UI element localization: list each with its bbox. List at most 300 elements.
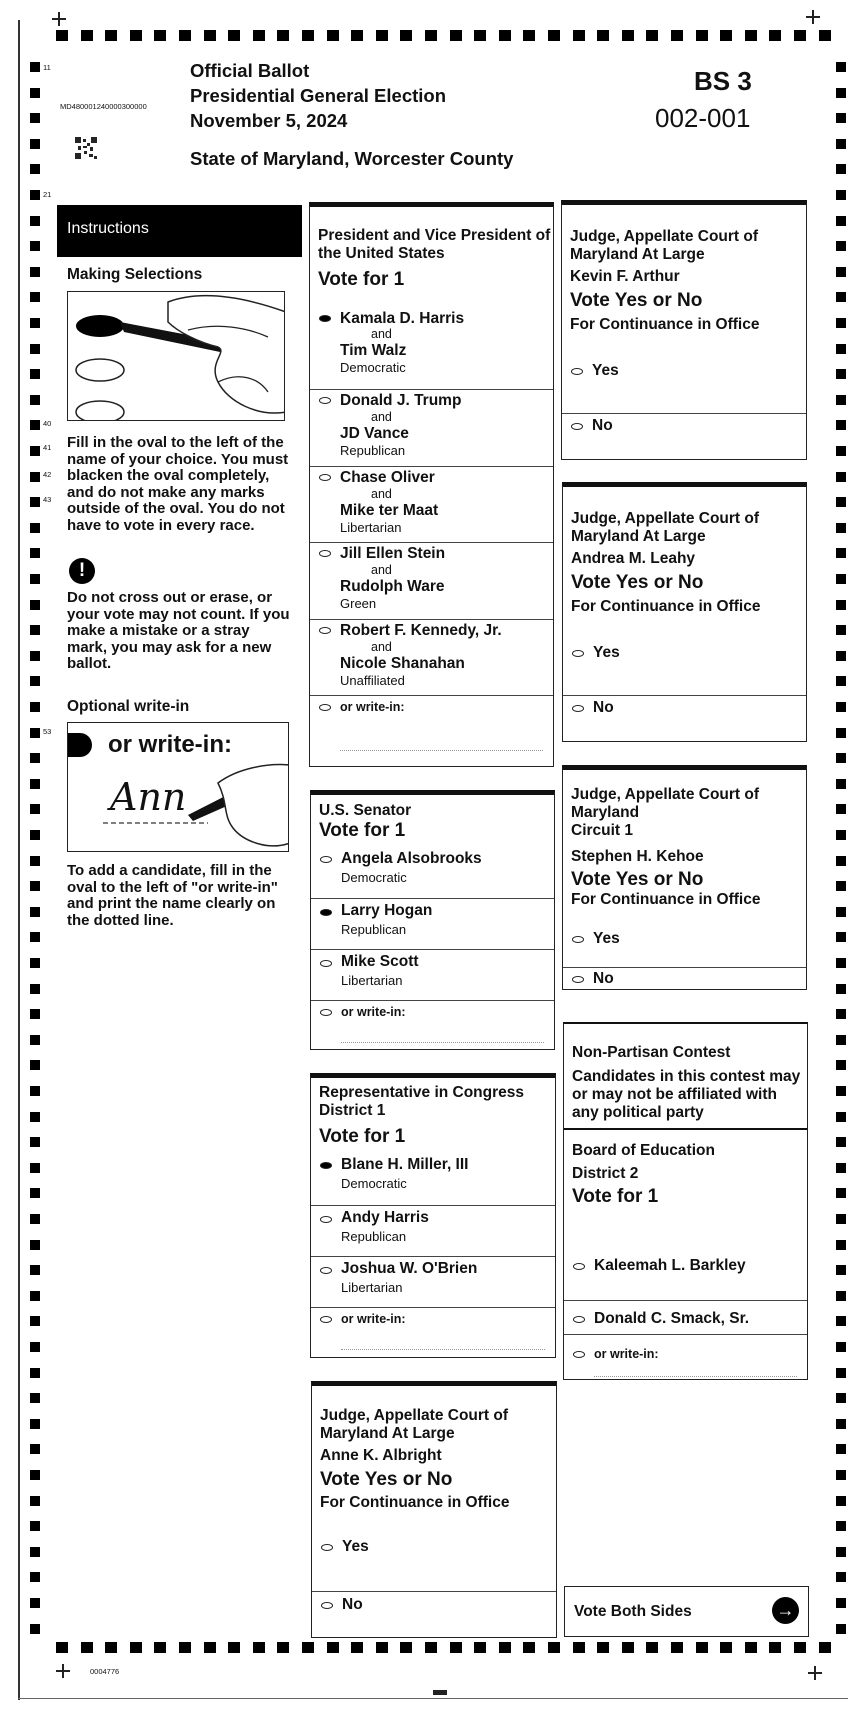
contest-title: Judge, Appellate Court of Maryland At Large — [570, 228, 759, 263]
ballot-style: BS 3 — [694, 66, 752, 96]
timing-mark — [228, 1642, 240, 1653]
timing-mark — [30, 523, 40, 533]
writein-row[interactable] — [311, 1000, 554, 1050]
timing-mark — [30, 292, 40, 302]
warning-instructions: Do not cross out or erase, or your vote may not count. If you make a mistake or a stray mark, you may ask for a new ballot. — [67, 589, 290, 672]
timing-mark — [30, 881, 40, 891]
side-number: 42 — [43, 470, 52, 479]
registration-mark-bottom-right — [808, 1666, 822, 1680]
timing-mark — [836, 1598, 846, 1608]
party-name: Libertarian — [341, 973, 403, 988]
timing-mark — [30, 1035, 40, 1045]
warning-icon: ! — [69, 558, 95, 584]
timing-mark — [30, 1214, 40, 1224]
timing-mark — [30, 1598, 40, 1608]
candidate-row[interactable] — [311, 898, 554, 950]
continuance-label: For Continuance in Office — [571, 598, 761, 615]
timing-mark — [696, 1642, 708, 1653]
no-row[interactable] — [562, 413, 806, 461]
timing-mark — [105, 1642, 117, 1653]
contest-congress — [310, 1073, 556, 1358]
selection-oval[interactable] — [321, 1544, 333, 1551]
timing-mark — [154, 30, 166, 41]
party-name: Unaffiliated — [340, 673, 405, 688]
party-name: Democratic — [341, 1176, 407, 1191]
timing-mark — [30, 1419, 40, 1429]
timing-mark — [30, 676, 40, 686]
timing-mark — [30, 1316, 40, 1326]
timing-mark — [720, 30, 732, 41]
yes-row[interactable] — [562, 336, 806, 414]
timing-mark — [30, 1521, 40, 1531]
contest-senator — [310, 790, 555, 1050]
timing-mark — [277, 30, 289, 41]
selection-oval[interactable] — [319, 474, 331, 481]
timing-mark — [56, 1642, 68, 1653]
timing-mark — [836, 651, 846, 661]
and-label: and — [371, 487, 392, 501]
timing-mark — [499, 1642, 511, 1653]
vote-yes-no: Vote Yes or No — [570, 290, 703, 311]
judge-name: Stephen H. Kehoe — [571, 848, 704, 865]
timing-mark — [548, 1642, 560, 1653]
timing-mark — [327, 1642, 339, 1653]
candidate-row[interactable] — [311, 1153, 555, 1206]
timing-mark — [30, 625, 40, 635]
timing-mark — [573, 30, 585, 41]
candidate-row[interactable] — [311, 1205, 555, 1257]
timing-mark — [30, 651, 40, 661]
timing-mark — [836, 1265, 846, 1275]
contest-school-board — [563, 1022, 808, 1380]
timing-mark — [474, 1642, 486, 1653]
no-label: No — [593, 970, 614, 987]
timing-mark — [30, 1291, 40, 1301]
yes-label: Yes — [593, 930, 620, 947]
selection-oval[interactable] — [572, 936, 584, 943]
selection-oval[interactable] — [572, 976, 584, 983]
timing-mark — [836, 1316, 846, 1326]
candidate-row[interactable] — [311, 847, 554, 899]
timing-mark — [30, 369, 40, 379]
writein-line[interactable] — [341, 1349, 545, 1350]
running-mate-name: Nicole Shanahan — [340, 655, 465, 672]
timing-mark — [836, 932, 846, 942]
candidate-name: Larry Hogan — [341, 902, 433, 919]
timing-mark — [30, 395, 40, 405]
candidate-row[interactable] — [310, 619, 553, 696]
fill-oval-illustration — [67, 291, 285, 421]
timing-mark — [81, 30, 93, 41]
timing-mark — [696, 30, 708, 41]
timing-mark — [523, 30, 535, 41]
timing-mark — [836, 779, 846, 789]
timing-mark — [836, 472, 846, 482]
candidate-name: Blane H. Miller, III — [341, 1156, 469, 1173]
making-selections-heading: Making Selections — [67, 266, 203, 283]
contest-title: Judge, Appellate Court of Maryland — [571, 786, 760, 821]
timing-mark — [836, 1444, 846, 1454]
timing-mark — [30, 1368, 40, 1378]
writein-row[interactable] — [564, 1334, 807, 1379]
candidate-row[interactable] — [310, 389, 553, 467]
no-row[interactable] — [563, 695, 806, 743]
footer-id: 0004776 — [90, 1667, 120, 1676]
timing-mark — [720, 1642, 732, 1653]
running-mate-name: Tim Walz — [340, 342, 407, 359]
timing-mark — [646, 1642, 658, 1653]
timing-mark — [30, 1393, 40, 1403]
timing-mark — [30, 728, 40, 738]
selection-oval[interactable] — [573, 1316, 585, 1323]
timing-mark — [228, 30, 240, 41]
and-label: and — [371, 640, 392, 654]
timing-mark — [836, 1624, 846, 1634]
timing-mark — [30, 779, 40, 789]
timing-mark — [56, 30, 68, 41]
timing-mark — [769, 1642, 781, 1653]
timing-mark — [30, 856, 40, 866]
selection-oval[interactable] — [319, 315, 331, 322]
timing-mark — [30, 907, 40, 917]
election-name: Presidential General Election — [190, 85, 447, 106]
party-name: Republican — [341, 1229, 407, 1244]
candidate-name: Andy Harris — [341, 1209, 429, 1226]
selection-oval[interactable] — [320, 909, 332, 916]
timing-mark — [30, 1547, 40, 1557]
optional-writein-heading: Optional write-in — [67, 698, 190, 715]
timing-mark — [30, 932, 40, 942]
no-row[interactable] — [563, 967, 806, 992]
party-name: Libertarian — [341, 1280, 403, 1295]
contest-president — [309, 202, 554, 767]
timing-mark — [30, 574, 40, 584]
timing-mark — [30, 446, 40, 456]
timing-mark — [622, 1642, 634, 1653]
candidate-row[interactable] — [310, 292, 553, 390]
election-date: November 5, 2024 — [190, 110, 348, 131]
selection-oval[interactable] — [573, 1263, 585, 1270]
page-edge-left — [18, 20, 20, 1700]
timing-mark — [836, 1547, 846, 1557]
ballot-barcode-id: MD480001240000300000 — [60, 102, 147, 111]
precinct-number: 002-001 — [655, 103, 751, 133]
timing-mark — [836, 856, 846, 866]
timing-mark — [30, 241, 40, 251]
contest-title: Board of Education — [572, 1142, 715, 1159]
contest-title: President and Vice President of the United States — [318, 227, 551, 262]
timing-mark — [30, 958, 40, 968]
timing-mark — [30, 1009, 40, 1019]
selection-oval[interactable] — [319, 550, 331, 557]
selection-oval[interactable] — [320, 1009, 332, 1016]
timing-mark — [836, 702, 846, 712]
continuance-label: For Continuance in Office — [320, 1494, 510, 1511]
continuance-label: For Continuance in Office — [570, 316, 760, 333]
candidate-row[interactable] — [310, 542, 553, 620]
and-label: and — [371, 563, 392, 577]
vote-for: Vote for 1 — [319, 1126, 406, 1147]
timing-mark — [30, 1265, 40, 1275]
writein-line[interactable] — [340, 750, 543, 751]
timing-mark — [745, 30, 757, 41]
writein-illus-label: or write-in: — [108, 731, 232, 758]
timing-mark — [30, 267, 40, 277]
candidate-row[interactable] — [564, 1300, 807, 1335]
registration-mark-bottom-left — [56, 1664, 70, 1678]
timing-mark — [30, 1188, 40, 1198]
yes-label: Yes — [592, 362, 619, 379]
no-label: No — [342, 1596, 363, 1613]
timing-mark — [836, 1086, 846, 1096]
timing-mark — [30, 497, 40, 507]
timing-mark — [30, 139, 40, 149]
yes-label: Yes — [342, 1538, 369, 1555]
timing-mark — [836, 267, 846, 277]
candidate-row[interactable] — [311, 949, 554, 1001]
writein-line[interactable] — [594, 1376, 797, 1377]
side-number: 40 — [43, 419, 52, 428]
timing-mark — [836, 1060, 846, 1070]
timing-mark — [836, 1342, 846, 1352]
continuance-label: For Continuance in Office — [571, 891, 761, 908]
timing-mark — [836, 292, 846, 302]
timing-mark — [836, 1240, 846, 1250]
contest-judge-albright — [311, 1381, 557, 1638]
timing-mark — [376, 30, 388, 41]
selection-oval[interactable] — [320, 856, 332, 863]
ballot-title: Official Ballot — [190, 60, 310, 81]
contest-title: U.S. Senator — [319, 802, 412, 819]
timing-mark — [30, 702, 40, 712]
timing-mark — [836, 1188, 846, 1198]
timing-mark — [819, 1642, 831, 1653]
timing-mark — [836, 216, 846, 226]
timing-mark — [769, 30, 781, 41]
timing-mark — [836, 446, 846, 456]
selection-oval[interactable] — [571, 423, 583, 430]
timing-mark — [450, 30, 462, 41]
timing-mark — [30, 1086, 40, 1096]
timing-mark — [30, 1060, 40, 1070]
candidate-name: Joshua W. O'Brien — [341, 1260, 478, 1277]
timing-mark — [30, 420, 40, 430]
selection-oval[interactable] — [320, 1316, 332, 1323]
vote-yes-no: Vote Yes or No — [571, 572, 704, 593]
timing-mark — [30, 1240, 40, 1250]
nonpartisan-title: Non-Partisan Contest — [572, 1044, 731, 1061]
timing-mark — [671, 30, 683, 41]
timing-mark — [836, 907, 846, 917]
judge-name: Kevin F. Arthur — [570, 268, 680, 285]
timing-mark — [836, 958, 846, 968]
side-number: 21 — [43, 190, 52, 199]
timing-mark — [400, 1642, 412, 1653]
candidate-name: Chase Oliver — [340, 469, 435, 486]
timing-mark — [836, 344, 846, 354]
contest-judge-arthur — [561, 200, 807, 460]
timing-mark — [474, 30, 486, 41]
timing-mark — [573, 1642, 585, 1653]
vote-yes-no: Vote Yes or No — [320, 1469, 453, 1490]
selection-oval[interactable] — [572, 650, 584, 657]
timing-mark — [425, 30, 437, 41]
side-number: 53 — [43, 727, 52, 736]
vote-yes-no: Vote Yes or No — [571, 869, 704, 890]
timing-mark — [425, 1642, 437, 1653]
writein-illustration — [67, 722, 289, 852]
timing-mark — [30, 318, 40, 328]
timing-mark — [179, 30, 191, 41]
timing-mark — [836, 1496, 846, 1506]
writein-row[interactable] — [311, 1307, 555, 1357]
selection-oval[interactable] — [319, 627, 331, 634]
party-name: Republican — [340, 443, 406, 458]
timing-mark — [30, 62, 40, 72]
section-divider — [564, 1128, 807, 1130]
timing-mark — [836, 523, 846, 533]
selection-oval[interactable] — [573, 1351, 585, 1358]
candidate-name: Kamala D. Harris — [340, 310, 465, 327]
registration-mark-top-right — [806, 10, 820, 24]
timing-mark — [836, 139, 846, 149]
vote-both-sides-label: Vote Both Sides — [574, 1603, 692, 1620]
timing-mark — [836, 62, 846, 72]
timing-mark — [794, 1642, 806, 1653]
no-row[interactable] — [312, 1591, 556, 1636]
timing-mark — [30, 1470, 40, 1480]
candidate-row[interactable] — [564, 1214, 807, 1301]
timing-mark — [836, 574, 846, 584]
arrow-right-icon: → — [772, 1597, 799, 1624]
timing-mark — [671, 1642, 683, 1653]
judge-name: Anne K. Albright — [320, 1447, 442, 1464]
selection-oval[interactable] — [572, 705, 584, 712]
candidate-name: Mike Scott — [341, 953, 419, 970]
timing-mark — [836, 1163, 846, 1173]
timing-mark — [30, 113, 40, 123]
timing-mark — [836, 164, 846, 174]
jurisdiction: State of Maryland, Worcester County — [190, 148, 514, 169]
timing-mark — [836, 984, 846, 994]
timing-mark — [30, 830, 40, 840]
timing-mark — [81, 1642, 93, 1653]
timing-mark — [836, 1393, 846, 1403]
candidate-name: Robert F. Kennedy, Jr. — [340, 622, 502, 639]
writein-label: or write-in: — [341, 1005, 406, 1019]
yes-row[interactable] — [312, 1514, 556, 1592]
contest-judge-kehoe — [562, 765, 807, 990]
timing-mark — [836, 728, 846, 738]
writein-line[interactable] — [341, 1042, 544, 1043]
selection-oval[interactable] — [319, 397, 331, 404]
timing-mark — [836, 1470, 846, 1480]
instructions-heading: Instructions — [57, 205, 302, 257]
vote-for: Vote for 1 — [319, 820, 406, 841]
selection-oval[interactable] — [320, 1216, 332, 1223]
timing-mark — [646, 30, 658, 41]
selection-oval[interactable] — [319, 704, 331, 711]
candidate-row[interactable] — [311, 1256, 555, 1308]
selection-oval[interactable] — [320, 960, 332, 967]
timing-mark — [622, 30, 634, 41]
selection-oval[interactable] — [320, 1162, 332, 1169]
timing-mark — [351, 1642, 363, 1653]
timing-mark — [836, 625, 846, 635]
timing-mark — [836, 497, 846, 507]
timing-mark — [30, 1342, 40, 1352]
yes-row[interactable] — [563, 618, 806, 696]
timing-mark — [30, 1137, 40, 1147]
timing-mark — [30, 1112, 40, 1122]
no-label: No — [592, 417, 613, 434]
timing-mark — [836, 420, 846, 430]
timing-mark — [30, 164, 40, 174]
selection-oval[interactable] — [321, 1602, 333, 1609]
timing-mark — [204, 30, 216, 41]
writein-label: or write-in: — [340, 700, 405, 714]
contest-title: Judge, Appellate Court of Maryland At Large — [320, 1407, 509, 1442]
vote-for: Vote for 1 — [572, 1186, 659, 1207]
timing-mark — [836, 881, 846, 891]
candidate-row[interactable] — [310, 466, 553, 543]
timing-mark — [30, 1496, 40, 1506]
running-mate-name: JD Vance — [340, 425, 409, 442]
writein-row[interactable] — [310, 695, 553, 767]
timing-mark — [836, 241, 846, 251]
timing-mark — [30, 1444, 40, 1454]
and-label: and — [371, 410, 392, 424]
party-name: Republican — [341, 922, 407, 937]
contest-judge-leahy — [562, 482, 807, 742]
timing-mark — [30, 1624, 40, 1634]
writein-instructions: To add a candidate, fill in the oval to the left of "or write-in" and print the name clearly on the dotted line. — [67, 862, 278, 929]
selection-oval[interactable] — [571, 368, 583, 375]
bottom-tick — [433, 1690, 447, 1695]
timing-mark — [836, 1419, 846, 1429]
timing-mark — [204, 1642, 216, 1653]
timing-mark — [836, 1035, 846, 1045]
timing-mark — [30, 753, 40, 763]
timing-mark — [30, 1163, 40, 1173]
timing-mark — [302, 1642, 314, 1653]
timing-mark — [130, 30, 142, 41]
timing-mark — [277, 1642, 289, 1653]
timing-mark — [30, 804, 40, 814]
selection-oval[interactable] — [320, 1267, 332, 1274]
timing-mark — [836, 548, 846, 558]
side-number: 43 — [43, 495, 52, 504]
writein-label: or write-in: — [341, 1312, 406, 1326]
timing-mark — [548, 30, 560, 41]
timing-mark — [30, 548, 40, 558]
timing-mark — [836, 369, 846, 379]
timing-mark — [836, 395, 846, 405]
yes-row[interactable] — [563, 910, 806, 968]
qr-code-icon — [75, 137, 97, 159]
timing-mark — [836, 676, 846, 686]
timing-mark — [130, 1642, 142, 1653]
candidate-name: Donald J. Trump — [340, 392, 462, 409]
writein-label: or write-in: — [594, 1347, 659, 1361]
party-name: Libertarian — [340, 520, 402, 535]
timing-mark — [836, 113, 846, 123]
running-mate-name: Mike ter Maat — [340, 502, 439, 519]
timing-mark — [450, 1642, 462, 1653]
circuit-label: Circuit 1 — [571, 822, 634, 839]
yes-label: Yes — [593, 644, 620, 661]
timing-mark — [30, 190, 40, 200]
